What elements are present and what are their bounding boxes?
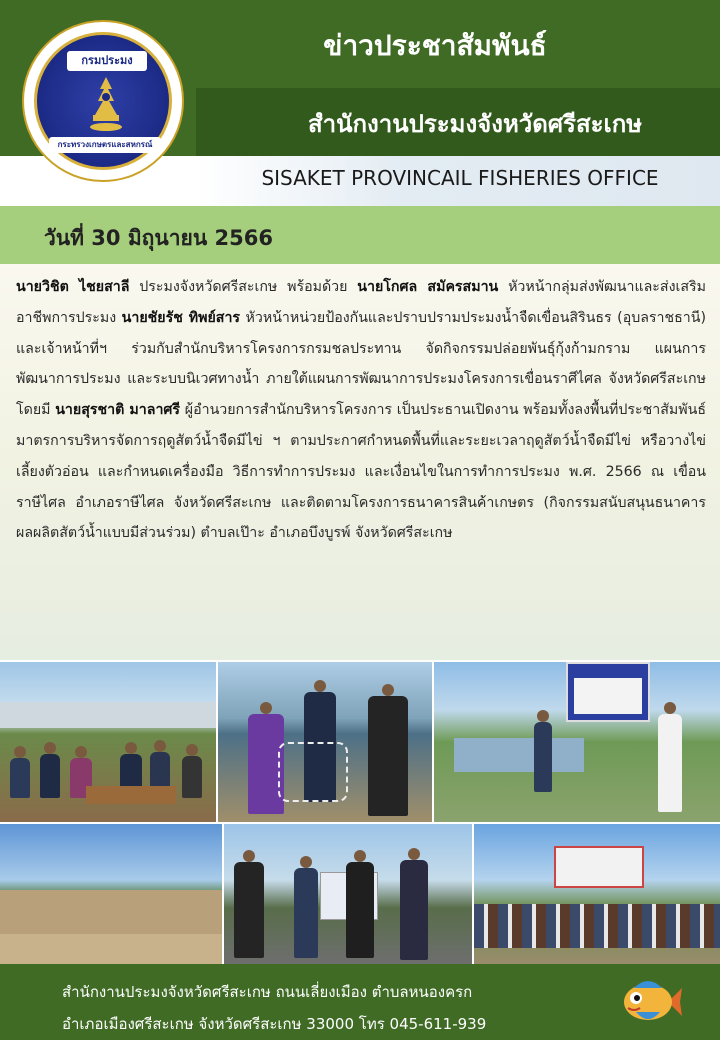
photo-releasing-shrimp [218,662,432,822]
person-figure [346,862,374,958]
person-name: นายโกศล สมัครสมาน [357,279,499,295]
logo-top-text: กรมประมง [67,51,147,71]
tent-roof [0,702,216,728]
logo-seal [34,32,172,170]
person-name: นายวิชิต ไชยสาลี [16,279,130,295]
news-body [16,272,706,549]
project-sign [566,662,650,722]
person-figure [368,696,408,816]
news-date: วันที่ 30 มิถุนายน 2566 [44,226,273,250]
person-name: นายชัยรัช ทิพย์สาร [121,309,241,326]
person-figure [658,714,682,812]
person-figure [40,754,60,798]
footer-address-line1: สำนักงานประมงจังหวัดศรีสะเกษ ถนนเลี่ยงเมือง ตำบลหนองครก [62,983,473,1001]
net [278,742,348,802]
footer-address-line2: อำเภอเมืองศรีสะเกษ จังหวัดศรีสะเกษ 33000 โทร 045-611-939 [62,1015,487,1033]
person-figure [400,860,428,960]
body-text-segment: ผู้อำนวยการสำนักบริหารโครงการ เป็นประธานเปิดงาน พร้อมทั้งลงพื้นที่ประชาสัมพันธ์มาตรการบริหารจัดการฤดูสัตว์น้ำจืดมีไข่ ฯ ตามประกาศกำหนดพื้นที่และระยะเวลาฤดูสัตว์น้ำจืดมีไข่ หรือวางไข่ เลี้ยงตัวอ่อน และกำหนดเครื่องมือ วิธีการทำการประมง และเงื่อนไขในการทำการประมง พ.ศ. 2566 ณ เขื่อนราษีไศล อำเภอราษีไศล จังหวัดศรีสะเกษ และติดตามโครงการธนาคารสินค้าเกษตร (กิจกรรมสนับสนุนธนาคารผลผลิตสัตว์น้ำแบบมีส่วนร่วม) ตำบลเป๊าะ อำเภอบึงบูรพ์ จังหวัดศรีสะเกษ [16,402,706,542]
person-name: นายสุรชาติ มาลาศรี [55,402,181,419]
photo-project-sign [434,662,720,822]
riverbank [0,890,222,934]
person-figure [234,862,264,958]
photo-ceremony-tent [0,662,216,822]
water-surface [454,738,584,772]
photo-group-event [474,824,720,964]
person-figure [182,756,202,798]
body-text-segment: ประมงจังหวัดศรีสะเกษ พร้อมด้วย [129,279,358,295]
person-figure [294,868,318,958]
photo-dam-river [0,824,222,964]
emblem-icon [81,75,131,133]
person-figure [534,722,552,792]
crowd [474,904,720,948]
event-banner [554,846,644,888]
photo-public-relations [224,824,472,964]
news-title: ข่าวประชาสัมพันธ์ [323,29,547,62]
fisheries-logo-icon [22,20,184,182]
body-text-segment: หัวหน้าหน่วยป้องกันและปราบปรามประมงน้ำจืดเขื่อนสิรินธร (อุบลราชธานี) และเจ้าหน้าที่ฯ ร่วมกับสำนักบริหารโครงการกรมชลประทาน จัดกิจกรรมปล่อยพันธุ์กุ้งก้ามกราม แผนการพัฒนาการประมง และระบบนิเวศทางน้ำ ภายใต้แผนการพัฒนาการประมงโครงการเขื่อนราศีไศล จังหวัดศรีสะเกษ โดยมี [16,309,706,419]
header [0,0,720,205]
sandy-shore [0,934,222,964]
office-name-english: SISAKET PROVINCAIL FISHERIES OFFICE [261,166,659,190]
table [86,786,176,804]
person-figure [10,758,30,798]
fish-icon [618,974,682,1030]
logo-bottom-text: กระทรวงเกษตรและสหกรณ์ [49,137,161,153]
office-name-thai: สำนักงานประมงจังหวัดศรีสะเกษ [307,110,643,138]
body-text-segment: หัวหน้ากลุ่มส่งพัฒนาและส่งเสริมอาชีพการประมง [16,279,706,326]
